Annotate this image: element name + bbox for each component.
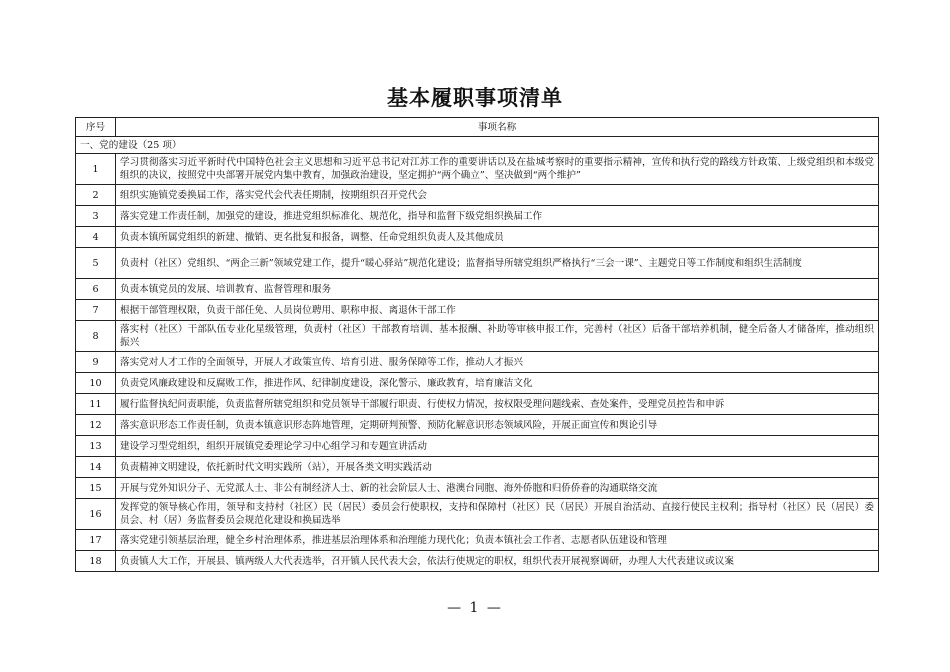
row-text: 负责本镇所属党组织的新建、撤销、更名批复和报备，调整、任命党组织负责人及其他成员: [116, 227, 879, 248]
table-row: [76, 499, 879, 530]
table-row: [76, 206, 879, 227]
table-row: [76, 373, 879, 394]
row-number: 17: [76, 530, 116, 551]
table-row: [76, 457, 879, 478]
row-number: 10: [76, 373, 116, 394]
table-row: [76, 185, 879, 206]
row-number: 6: [76, 279, 116, 300]
row-text: 履行监督执纪问责职能，负责监督所辖党组织和党员领导干部履行职责、行使权力情况，按权限受理问题线索、查处案件，受理党员控告和申诉: [116, 394, 879, 415]
table-row: [76, 248, 879, 279]
row-number: 11: [76, 394, 116, 415]
row-number: 12: [76, 415, 116, 436]
table-row: [76, 530, 879, 551]
row-number: 5: [76, 248, 116, 279]
row-number: 2: [76, 185, 116, 206]
row-number: 14: [76, 457, 116, 478]
page-number: — 1 —: [447, 600, 503, 616]
table-row: [76, 551, 879, 572]
row-text: 建设学习型党组织，组织开展镇党委理论学习中心组学习和专题宣讲活动: [116, 436, 879, 457]
section-title: 一、党的建设（25 项）: [76, 137, 879, 154]
row-text: 落实村（社区）干部队伍专业化星级管理，负责村（社区）干部教育培训、基本报酬、补助等审核申报工作，完善村（社区）后备干部培养机制，健全后备人才储备库，推动组织振兴: [116, 321, 879, 352]
duty-list-table: [75, 117, 879, 572]
table-row: [76, 227, 879, 248]
row-number: 15: [76, 478, 116, 499]
row-number: 4: [76, 227, 116, 248]
table-row: [76, 154, 879, 185]
row-text: 落实党建引领基层治理，健全乡村治理体系，推进基层治理体系和治理能力现代化；负责本镇社会工作者、志愿者队伍建设和管理: [116, 530, 879, 551]
row-number: 9: [76, 352, 116, 373]
row-text: 负责本镇党员的发展、培训教育、监督管理和服务: [116, 279, 879, 300]
table-row: [76, 394, 879, 415]
section-row: [76, 137, 879, 154]
row-text: 根据干部管理权限，负责干部任免、人员岗位聘用、职称申报、离退休干部工作: [116, 300, 879, 321]
row-text: 负责镇人大工作，开展县、镇两级人大代表选举，召开镇人民代表大会，依法行使规定的职权，组织代表开展视察调研，办理人大代表建议或议案: [116, 551, 879, 572]
row-text: 落实意识形态工作责任制，负责本镇意识形态阵地管理，定期研判预警、预防化解意识形态领域风险，开展正面宣传和舆论引导: [116, 415, 879, 436]
row-text: 发挥党的领导核心作用，领导和支持村（社区）民（居民）委员会行使职权，支持和保障村（社区）民（居民）开展自治活动、直接行使民主权利；指导村（社区）民（居民）委员会、村（居）务监督委员会规范化建设和换届选举: [116, 499, 879, 530]
table-row: [76, 415, 879, 436]
row-number: 3: [76, 206, 116, 227]
row-number: 1: [76, 154, 116, 185]
row-number: 18: [76, 551, 116, 572]
row-number: 8: [76, 321, 116, 352]
row-text: 学习贯彻落实习近平新时代中国特色社会主义思想和习近平总书记对江苏工作的重要讲话以及在盐城考察时的重要指示精神，宣传和执行党的路线方针政策、上级党组织和本级党组织的决议，按照党中央部署开展党内集中教育，加强政治建设，坚定拥护“两个确立”、坚决做到“两个维护”: [116, 154, 879, 185]
row-number: 13: [76, 436, 116, 457]
row-text: 组织实施镇党委换届工作，落实党代会代表任期制，按期组织召开党代会: [116, 185, 879, 206]
page-title: 基本履职事项清单: [387, 85, 563, 110]
table-row: [76, 321, 879, 352]
row-text: 负责精神文明建设，依托新时代文明实践所（站），开展各类文明实践活动: [116, 457, 879, 478]
row-number: 16: [76, 499, 116, 530]
table-row: [76, 279, 879, 300]
row-number: 7: [76, 300, 116, 321]
table-row: [76, 436, 879, 457]
row-text: 开展与党外知识分子、无党派人士、非公有制经济人士、新的社会阶层人士、港澳台同胞、海外侨胞和归侨侨眷的沟通联络交流: [116, 478, 879, 499]
column-header-name: 事项名称: [116, 118, 879, 137]
table-row: [76, 478, 879, 499]
column-header-no: 序号: [76, 118, 116, 137]
table-row: [76, 352, 879, 373]
row-text: 负责党风廉政建设和反腐败工作，推进作风、纪律制度建设，深化警示、廉政教育，培育廉洁文化: [116, 373, 879, 394]
row-text: 落实党对人才工作的全面领导，开展人才政策宣传、培育引进、服务保障等工作，推动人才振兴: [116, 352, 879, 373]
row-text: 落实党建工作责任制，加强党的建设，推进党组织标准化、规范化，指导和监督下级党组织换届工作: [116, 206, 879, 227]
table-row: [76, 300, 879, 321]
table-header-row: [76, 118, 879, 137]
row-text: 负责村（社区）党组织、“两企三新”领域党建工作，提升“暖心驿站”规范化建设；监督指导所辖党组织严格执行“三会一课”、主题党日等工作制度和组织生活制度: [116, 248, 879, 279]
